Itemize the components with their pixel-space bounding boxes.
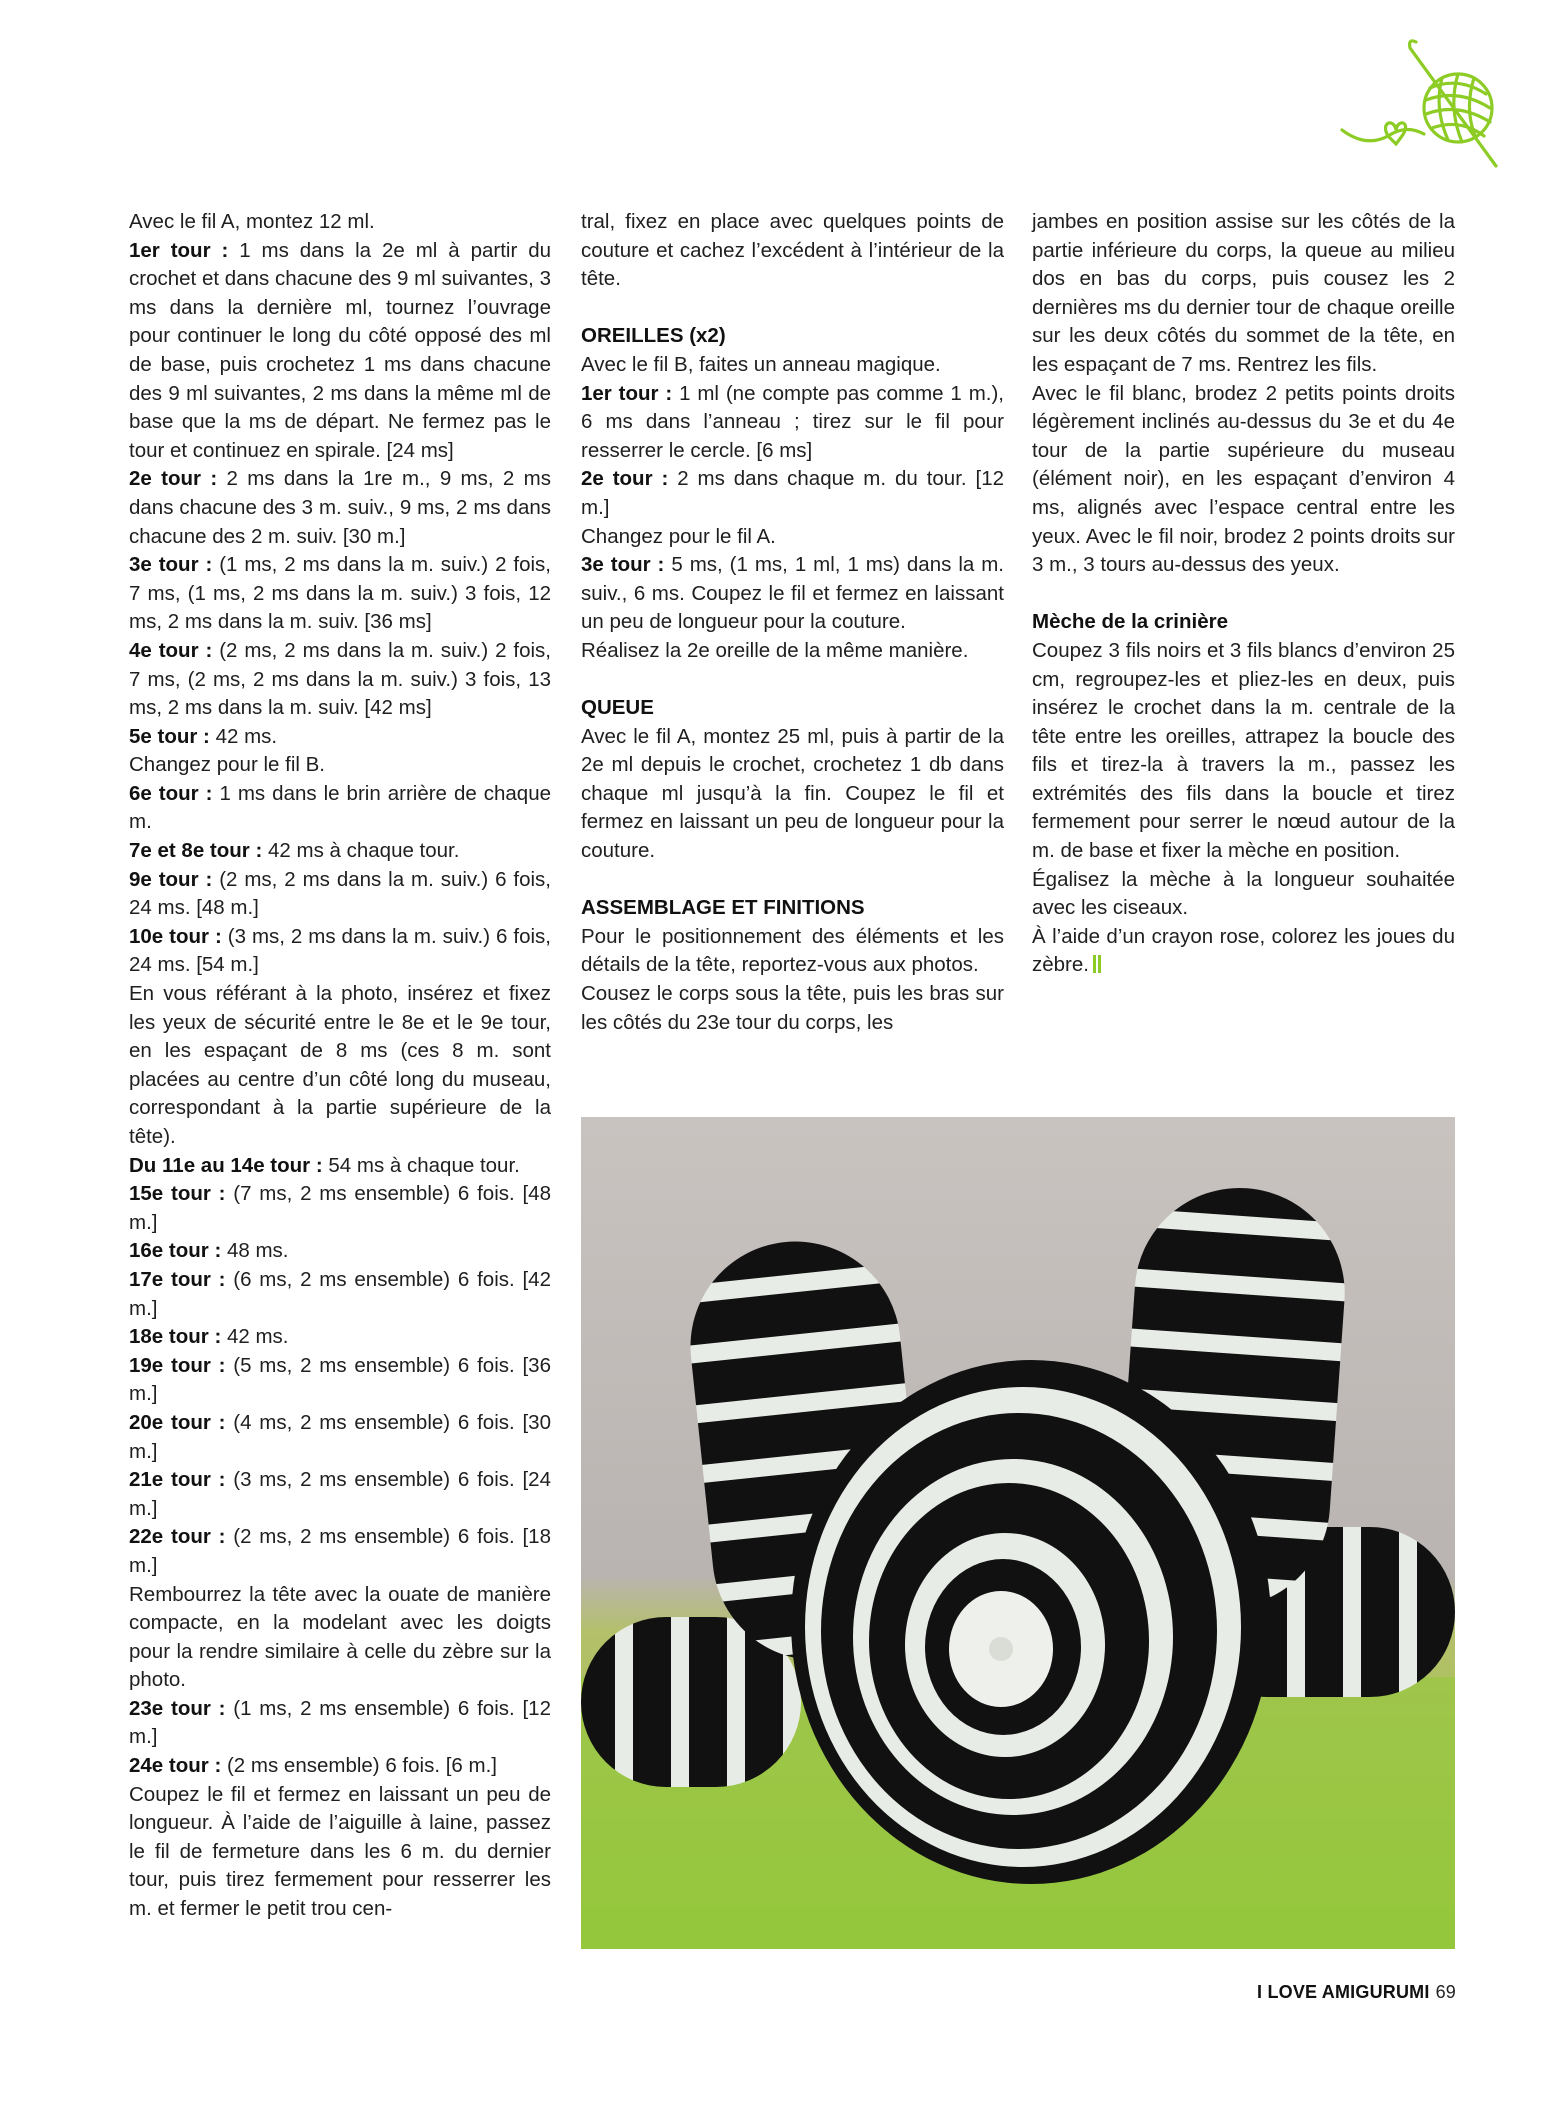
- paragraph: [129, 1752, 551, 1781]
- paragraph-text: tral, fixez en place avec quelques points de couture et cachez l’excédent à l’intérieur de la tête.: [581, 210, 1004, 291]
- page-number: 69: [1435, 1982, 1456, 2002]
- paragraph-text: Avec le fil A, montez 12 ml.: [129, 210, 375, 233]
- paragraph: [1032, 380, 1455, 580]
- paragraph: [581, 523, 1004, 552]
- paragraph-gap: [581, 666, 1004, 695]
- paragraph: [129, 1266, 551, 1323]
- paragraph: [1032, 208, 1455, 380]
- paragraph: [129, 1352, 551, 1409]
- paragraph-text: Coupez 3 fils noirs et 3 fils blancs d’environ 25 cm, regroupez-les et pliez-les en deux, puis insérez le crochet dans la m. centrale de la tête entre les oreilles, attrapez la boucle des fils et tirez-la à travers la m., passez les extrémités des fils dans la boucle et tirez fermement pour serrer le nœud autour de la m. de base et fixer la mèche en position.: [1032, 638, 1455, 863]
- paragraph-text: (3 ms, 2 ms ensemble) 6 fois. [24 m.]: [129, 1468, 551, 1520]
- paragraph-text: Égalisez la mèche à la longueur souhaitée avec les ciseaux.: [1032, 867, 1455, 920]
- bold-lead: 9e tour :: [129, 867, 213, 891]
- paragraph-text: (1 ms, 2 ms ensemble) 6 fois. [12 m.]: [129, 1696, 551, 1749]
- paragraph: [129, 1152, 551, 1181]
- paragraph-text: (5 ms, 2 ms ensemble) 6 fois. [36 m.]: [129, 1353, 551, 1406]
- bold-lead: 17e tour :: [129, 1267, 226, 1291]
- paragraph: [129, 465, 551, 551]
- bold-lead: 16e tour :: [129, 1239, 222, 1263]
- paragraph-text: 42 ms.: [221, 1325, 289, 1349]
- paragraph: [129, 723, 551, 752]
- paragraph: [581, 694, 1004, 723]
- paragraph: [129, 1323, 551, 1352]
- paragraph-text: (2 ms, 2 ms dans la m. suiv.) 2 fois, 7 ms, (2 ms, 2 ms dans la m. suiv.) 3 fois, 13 ms, 2 ms dans la m. suiv. [42 ms]: [129, 638, 551, 720]
- paragraph: [581, 208, 1004, 294]
- bold-lead: 6e tour :: [129, 781, 213, 805]
- bold-lead: 7e et 8e tour :: [129, 839, 263, 863]
- paragraph: [581, 894, 1004, 923]
- paragraph-text: 48 ms.: [221, 1239, 289, 1263]
- bold-lead: 20e tour :: [129, 1410, 226, 1434]
- paragraph: [129, 1409, 551, 1466]
- paragraph-text: 2 ms dans chaque m. du tour. [12 m.]: [581, 467, 1004, 519]
- paragraph: [581, 351, 1004, 380]
- bold-lead: 4e tour :: [129, 638, 213, 662]
- magazine-name: I LOVE AMIGURUMI: [1257, 1982, 1430, 2002]
- paragraph-text: 5 ms, (1 ms, 1 ml, 1 ms) dans la m. suiv., 6 ms. Coupez le fil et fermez en laissant un peu de longueur pour la couture.: [581, 553, 1004, 634]
- paragraph-text: 2 ms dans la 1re m., 9 ms, 2 ms dans chacune des 3 m. suiv., 9 ms, 2 ms dans chacune des 2 m. suiv. [30 m.]: [129, 467, 551, 548]
- paragraph: [581, 551, 1004, 637]
- text-column-3: [1032, 208, 1455, 980]
- bold-lead: Mèche de la crinière: [1032, 610, 1228, 634]
- paragraph-gap: [1032, 580, 1455, 609]
- paragraph: [129, 237, 551, 466]
- paragraph-text: (2 ms, 2 ms ensemble) 6 fois. [18 m.]: [129, 1525, 551, 1577]
- bold-lead: 1er tour :: [581, 381, 673, 405]
- bold-lead: ASSEMBLAGE ET FINITIONS: [581, 896, 865, 920]
- paragraph: [1032, 923, 1455, 980]
- paragraph-text: 1 ms dans la 2e ml à partir du crochet et dans chacune des 9 ml suivantes, 3 ms dans la dernière ml, tournez l’ouvrage pour continuer le long du côté opposé des ml de base, puis crochetez 1 ms dans chacune des 9 ml suivantes, 2 ms dans la même ml de base que la ms de départ. Ne fermez pas le tour et continuez en spirale. [24 ms]: [129, 238, 551, 462]
- paragraph-gap: [581, 866, 1004, 895]
- page-footer: [1257, 1982, 1456, 2003]
- paragraph: [581, 723, 1004, 866]
- paragraph-text: (6 ms, 2 ms ensemble) 6 fois. [42 m.]: [129, 1267, 551, 1320]
- paragraph-text: Cousez le corps sous la tête, puis les bras sur les côtés du 23e tour du corps, les: [581, 982, 1004, 1034]
- paragraph-text: Réalisez la 2e oreille de la même manière.: [581, 638, 969, 662]
- bold-lead: 3e tour :: [129, 553, 213, 577]
- paragraph: [129, 208, 551, 237]
- bold-lead: 23e tour :: [129, 1696, 226, 1720]
- paragraph-text: 42 ms à chaque tour.: [262, 839, 460, 863]
- paragraph-text: Avec le fil B, faites un anneau magique.: [581, 352, 941, 376]
- text-column-2: [581, 208, 1004, 1037]
- paragraph-text: 1 ml (ne compte pas comme 1 m.), 6 ms dans l’anneau ; tirez sur le fil pour resserrer le cercle. [6 ms]: [581, 381, 1004, 462]
- bold-lead: 2e tour :: [581, 467, 669, 491]
- paragraph: [129, 1781, 551, 1924]
- bold-lead: 2e tour :: [129, 467, 218, 491]
- paragraph-text: 1 ms dans le brin arrière de chaque m.: [129, 781, 551, 834]
- paragraph-text: 42 ms.: [209, 724, 278, 748]
- paragraph: [129, 751, 551, 780]
- bold-lead: 24e tour :: [129, 1754, 222, 1778]
- paragraph-gap: [581, 294, 1004, 323]
- paragraph-text: À l’aide d’un crayon rose, colorez les joues du zèbre.: [1032, 924, 1455, 977]
- text-column-1: [129, 208, 551, 1924]
- paragraph-text: Rembourrez la tête avec la ouate de manière compacte, en la modelant avec les doigts pour la rendre similaire à celle du zèbre sur la photo.: [129, 1582, 551, 1692]
- bold-lead: 22e tour :: [129, 1525, 226, 1549]
- paragraph-text: (3 ms, 2 ms dans la m. suiv.) 6 fois, 24 ms. [54 m.]: [129, 924, 551, 977]
- paragraph-text: (2 ms ensemble) 6 fois. [6 m.]: [221, 1754, 497, 1778]
- paragraph-text: Coupez le fil et fermez en laissant un peu de longueur. À l’aide de l’aiguille à laine, passez le fil de fermeture dans les 6 m. du dernier tour, puis tirez fermement pour resserrer les m. et fermer le petit trou cen-: [129, 1782, 551, 1921]
- paragraph: [129, 1180, 551, 1237]
- paragraph: [129, 1581, 551, 1695]
- amigurumi-zebra-photo: [581, 1117, 1455, 1949]
- paragraph-text: (2 ms, 2 ms dans la m. suiv.) 6 fois, 24 ms. [48 m.]: [129, 867, 551, 920]
- paragraph: [129, 1523, 551, 1580]
- paragraph: [129, 637, 551, 723]
- bold-lead: 19e tour :: [129, 1353, 226, 1377]
- paragraph-text: (1 ms, 2 ms dans la m. suiv.) 2 fois, 7 ms, (1 ms, 2 ms dans la m. suiv.) 3 fois, 12 ms, 2 ms dans la m. suiv. [36 ms]: [129, 553, 551, 634]
- paragraph: [129, 866, 551, 923]
- paragraph: [129, 780, 551, 837]
- paragraph: [129, 980, 551, 1152]
- paragraph: [581, 637, 1004, 666]
- paragraph: [581, 465, 1004, 522]
- paragraph-text: Avec le fil A, montez 25 ml, puis à partir de la 2e ml depuis le crochet, crochetez 1 db dans chaque ml jusqu’à la fin. Coupez le fil et fermez en laissant un peu de longueur pour la couture.: [581, 724, 1004, 863]
- bold-lead: 10e tour :: [129, 924, 222, 948]
- paragraph-text: 54 ms à chaque tour.: [322, 1153, 520, 1177]
- bold-lead: 3e tour :: [581, 553, 665, 577]
- bold-lead: 18e tour :: [129, 1325, 222, 1349]
- paragraph: [1032, 637, 1455, 866]
- paragraph: [581, 322, 1004, 351]
- paragraph: [129, 1695, 551, 1752]
- paragraph: [129, 837, 551, 866]
- paragraph: [129, 1237, 551, 1266]
- paragraph: [1032, 866, 1455, 923]
- paragraph-text: Changez pour le fil B.: [129, 753, 326, 777]
- paragraph: [581, 923, 1004, 980]
- paragraph: [129, 923, 551, 980]
- bold-lead: 5e tour :: [129, 724, 210, 748]
- paragraph-text: Pour le positionnement des éléments et les détails de la tête, reportez-vous aux photos.: [581, 924, 1004, 977]
- paragraph-text: En vous référant à la photo, insérez et fixez les yeux de sécurité entre le 8e et le 9e tour, en les espaçant de 8 ms (ces 8 m. sont placées au centre d’un côté long du museau, correspondant à la partie supérieure de la tête).: [129, 982, 551, 1148]
- bold-lead: 1er tour :: [129, 238, 229, 262]
- paragraph-text: (4 ms, 2 ms ensemble) 6 fois. [30 m.]: [129, 1410, 551, 1463]
- paragraph: [1032, 608, 1455, 637]
- paragraph: [129, 1466, 551, 1523]
- bold-lead: QUEUE: [581, 696, 654, 720]
- paragraph: [129, 551, 551, 637]
- bold-lead: OREILLES (x2): [581, 324, 726, 348]
- paragraph-text: (7 ms, 2 ms ensemble) 6 fois. [48 m.]: [129, 1182, 551, 1234]
- paragraph: [581, 380, 1004, 466]
- paragraph: [581, 980, 1004, 1037]
- bold-lead: Du 11e au 14e tour :: [129, 1153, 323, 1177]
- yarn-ball-logo: [1336, 36, 1516, 176]
- bold-lead: 15e tour :: [129, 1182, 226, 1206]
- paragraph-text: Avec le fil blanc, brodez 2 petits points droits légèrement inclinés au-dessus du 3e et du 4e tour de la partie supérieure du museau (élément noir), en les espaçant d’environ 4 ms, alignés avec l’espace central entre les yeux. Avec le fil noir, brodez 2 points droits sur 3 m., 3 tours au-dessus des yeux.: [1032, 381, 1455, 577]
- end-of-article-icon: [1093, 953, 1103, 971]
- paragraph-text: jambes en position assise sur les côtés de la partie inférieure du corps, la queue au milieu dos en bas du corps, puis cousez les 2 dernières ms du dernier tour de chaque oreille sur les deux côtés du sommet de la tête, en les espaçant de 7 ms. Rentrez les fils.: [1032, 210, 1455, 376]
- bold-lead: 21e tour :: [129, 1468, 226, 1492]
- paragraph-text: Changez pour le fil A.: [581, 524, 776, 548]
